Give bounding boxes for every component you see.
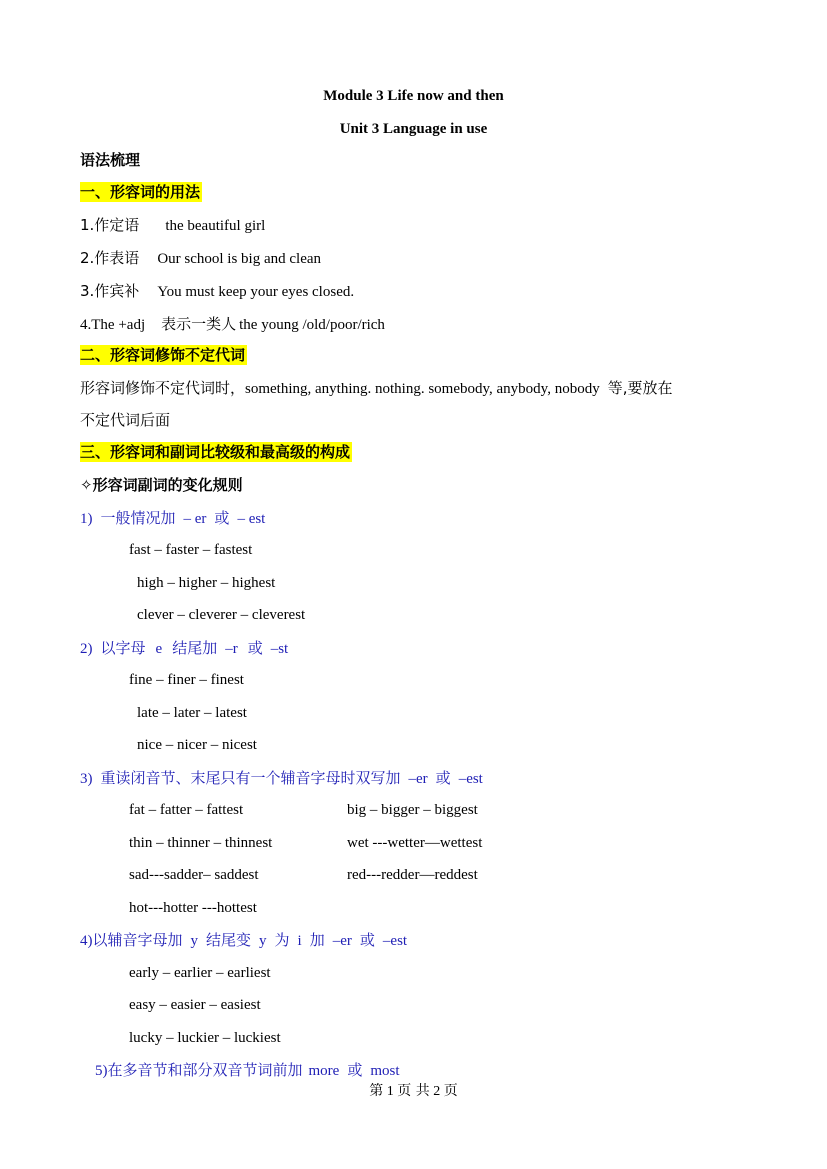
rule-5 xyxy=(95,1060,400,1081)
section2-body-line1 xyxy=(80,378,673,399)
section2-body-line2: 不定代词后面 xyxy=(80,411,171,429)
rule3-example-left-3: sad---sadder– saddest xyxy=(129,867,259,883)
rule-or: 或 xyxy=(347,1061,363,1079)
rule-suffix-a: –r xyxy=(225,641,238,657)
item-cn: 表示一类人 xyxy=(161,315,237,333)
section1-heading xyxy=(80,182,202,203)
section2-heading xyxy=(80,345,247,366)
rule-2 xyxy=(80,638,288,659)
rule3-example-left-2: thin – thinner – thinnest xyxy=(129,835,273,851)
rule-suffix-a: –er xyxy=(332,933,352,949)
section1-item-2 xyxy=(80,248,321,269)
rule-letter: e xyxy=(155,641,163,657)
item-example: You must keep your eyes closed. xyxy=(157,284,355,300)
rule4-example-1: early – earlier – earliest xyxy=(129,965,271,981)
body-cn: 形容词修饰不定代词时， xyxy=(80,379,246,397)
rule-cn: 以字母 xyxy=(100,639,146,657)
page-number: 1 xyxy=(386,1084,394,1099)
rule-1 xyxy=(80,508,265,529)
rule-or: 或 xyxy=(359,931,375,949)
rule-cn: 加 xyxy=(309,931,325,949)
rule-cn: 一般情况加 xyxy=(100,509,176,527)
rule-num: 1) xyxy=(80,511,93,527)
section3-heading xyxy=(80,442,352,463)
section2-heading-text: 二、形容词修饰不定代词 xyxy=(80,346,246,364)
rule-word-b: most xyxy=(370,1063,400,1079)
rule4-example-3: lucky – luckier – luckiest xyxy=(129,1030,281,1046)
rule3-example-left-4: hot---hotter ---hottest xyxy=(129,900,257,916)
page-total: 2 xyxy=(433,1084,441,1099)
unit-title: Unit 3 Language in use xyxy=(339,121,488,137)
rule-suffix-b: –st xyxy=(270,641,289,657)
rule1-example-1: fast – faster – fastest xyxy=(129,542,253,558)
rule-suffix-a: –er xyxy=(408,771,428,787)
rule-cn: 为 xyxy=(274,931,290,949)
section1-item-1 xyxy=(80,215,265,236)
footer-text: 第 xyxy=(369,1083,384,1099)
intro-heading: 语法梳理 xyxy=(80,151,141,169)
rule-or: 或 xyxy=(247,639,263,657)
rule-letter: y xyxy=(190,933,199,949)
item-example: Our school is big and clean xyxy=(157,251,322,267)
item-example: the young /old/poor/rich xyxy=(239,317,385,333)
rule-cn: 结尾变 xyxy=(206,931,252,949)
item-label: 3.作宾补 xyxy=(80,282,140,300)
rule-cn: 以辅音字母加 xyxy=(92,931,183,949)
rule3-example-right-2: wet ---wetter—wettest xyxy=(347,835,483,851)
rule-num: 5) xyxy=(95,1063,108,1079)
rule-suffix-a: – er xyxy=(183,511,207,527)
rule3-example-right-3: red---redder—reddest xyxy=(347,867,478,883)
rule-word-a: more xyxy=(308,1063,340,1079)
rule-num: 2) xyxy=(80,641,93,657)
item-label: 4.The +adj xyxy=(80,317,146,333)
rule-or: 或 xyxy=(214,509,230,527)
rule-3 xyxy=(80,768,483,789)
rule-suffix-b: –est xyxy=(458,771,483,787)
rule-suffix-b: – est xyxy=(237,511,266,527)
rule2-example-3: nice – nicer – nicest xyxy=(137,737,257,753)
rule-num: 3) xyxy=(80,771,93,787)
footer-text: 页 共 xyxy=(397,1083,430,1099)
rule-letter: y xyxy=(259,933,267,949)
item-label: 1.作定语 xyxy=(80,216,140,234)
rule-num: 4) xyxy=(80,933,93,949)
rule2-example-2: late – later – latest xyxy=(137,705,247,721)
rule-4 xyxy=(80,930,407,951)
page-footer xyxy=(0,1081,827,1102)
rule3-example-right-1: big – bigger – biggest xyxy=(347,802,478,818)
rule4-example-2: easy – easier – easiest xyxy=(129,997,261,1013)
section1-item-3 xyxy=(80,281,354,302)
rule-cn: 结尾加 xyxy=(172,639,218,657)
rule3-example-left-1: fat – fatter – fattest xyxy=(129,802,244,818)
rule1-example-2: high – higher – highest xyxy=(137,575,276,591)
rule2-example-1: fine – finer – finest xyxy=(129,672,244,688)
rule-cn: 在多音节和部分双音节词前加 xyxy=(107,1061,303,1079)
section1-heading-text: 一、形容词的用法 xyxy=(80,183,201,201)
module-title: Module 3 Life now and then xyxy=(323,88,504,104)
rule-or: 或 xyxy=(435,769,451,787)
section3-heading-text: 三、形容词和副词比较级和最高级的构成 xyxy=(80,443,351,461)
section3-subheading: ✧形容词副词的变化规则 xyxy=(80,476,243,494)
rule-suffix-b: –est xyxy=(382,933,408,949)
body-tail: 等,要放在 xyxy=(607,379,673,397)
footer-text: 页 xyxy=(443,1083,458,1099)
item-example: the beautiful girl xyxy=(165,218,266,234)
section1-item-4 xyxy=(80,314,385,335)
rule-letter: i xyxy=(297,933,302,949)
item-label: 2.作表语 xyxy=(80,249,140,267)
rule-cn: 重读闭音节、末尾只有一个辅音字母时双写加 xyxy=(100,769,401,787)
body-en: something, anything. nothing. somebody, anybody, nobody xyxy=(245,381,600,397)
rule1-example-3: clever – cleverer – cleverest xyxy=(137,607,306,623)
